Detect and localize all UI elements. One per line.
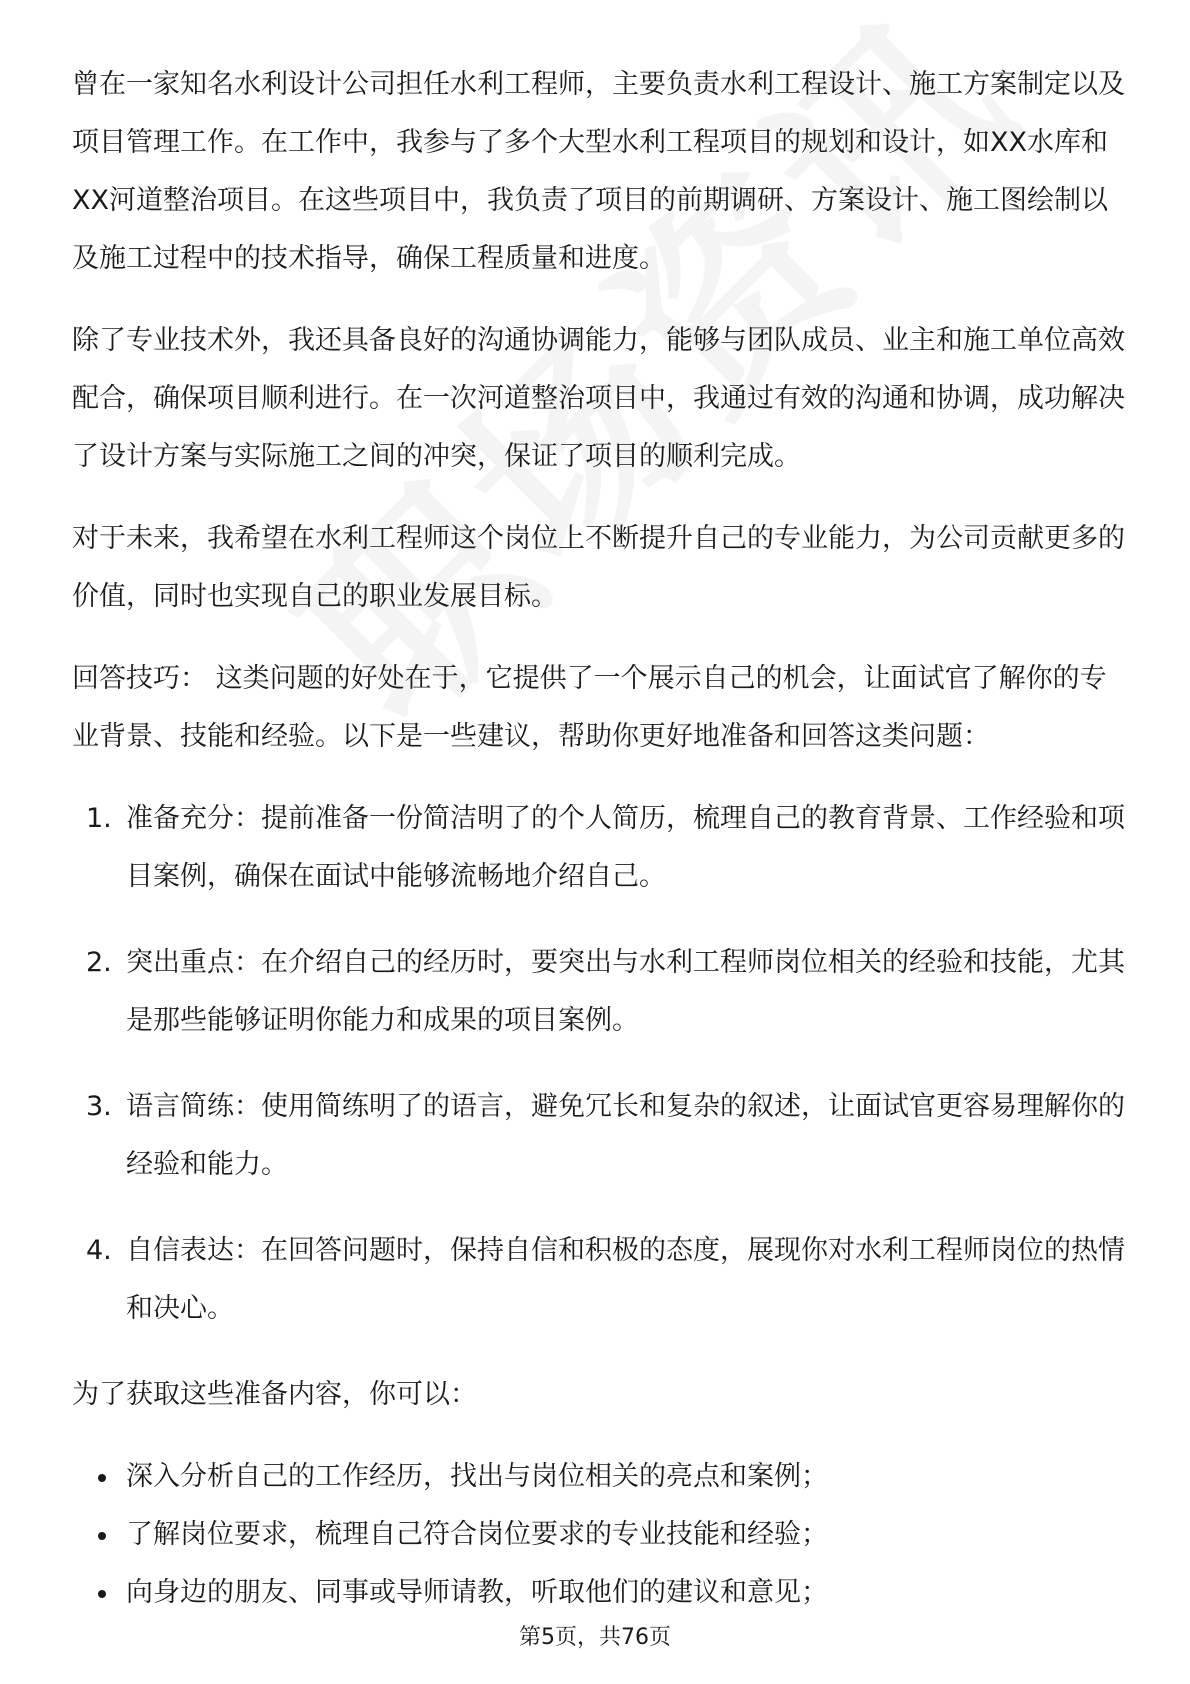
tips-item-number: 1. xyxy=(86,803,112,834)
paragraph-communication: 除了专业技术外，我还具备良好的沟通协调能力，能够与团队成员、业主和施工单位高效配合，确保项目顺利进行。在一次河道整治项目中，我通过有效的沟通和协调，成功解决了设计方案与实际施工之间的冲突，保证了项目的顺利完成。 xyxy=(72,325,1125,472)
tips-item-number: 2. xyxy=(86,947,112,978)
tips-list-item xyxy=(72,1078,1132,1194)
tips-item-text: 突出重点：在介绍自己的经历时，要突出与水利工程师岗位相关的经验和技能，尤其是那些能够证明你能力和成果的项目案例。 xyxy=(126,947,1125,1036)
tips-list-item xyxy=(72,790,1132,906)
tips-item-text: 语言简练：使用简练明了的语言，避免冗长和复杂的叙述，让面试官更容易理解你的经验和能力。 xyxy=(126,1091,1125,1180)
paragraph-preparation: 为了获取这些准备内容，你可以： xyxy=(72,1379,477,1410)
bullet-dot-icon xyxy=(98,1474,106,1482)
bullet-list xyxy=(72,1448,1132,1622)
tips-list xyxy=(72,790,1132,1338)
tips-item-number: 4. xyxy=(86,1235,112,1266)
bullet-item-text: 向身边的朋友、同事或导师请教，听取他们的建议和意见； xyxy=(126,1577,828,1608)
paragraph-answer-tips: 回答技巧： 这类问题的好处在于，它提供了一个展示自己的机会，让面试官了解你的专业背景、技能和经验。以下是一些建议，帮助你更好地准备和回答这类问题： xyxy=(72,663,1107,752)
bullet-item-text: 深入分析自己的工作经历，找出与岗位相关的亮点和案例； xyxy=(126,1461,828,1492)
tips-list-item xyxy=(72,1222,1132,1338)
bullet-list-item xyxy=(72,1448,1132,1506)
tips-item-number: 3. xyxy=(86,1091,112,1122)
paragraph-experience: 曾在一家知名水利设计公司担任水利工程师，主要负责水利工程设计、施工方案制定以及项目管理工作。在工作中，我参与了多个大型水利工程项目的规划和设计，如XX水库和XX河道整治项目。在这些项目中，我负责了项目的前期调研、方案设计、施工图绘制以及施工过程中的技术指导，确保工程质量和进度。 xyxy=(72,69,1125,274)
bullet-list-item xyxy=(72,1506,1132,1564)
tips-item-text: 自信表达：在回答问题时，保持自信和积极的态度，展现你对水利工程师岗位的热情和决心。 xyxy=(126,1235,1125,1324)
bullet-item-text: 了解岗位要求，梳理自己符合岗位要求的专业技能和经验； xyxy=(126,1519,828,1550)
page-number-footer: 第5页，共76页 xyxy=(519,1625,671,1650)
page-content xyxy=(72,56,1132,1622)
bullet-dot-icon xyxy=(98,1590,106,1598)
bullet-list-item xyxy=(72,1564,1132,1622)
paragraph-future: 对于未来，我希望在水利工程师这个岗位上不断提升自己的专业能力，为公司贡献更多的价值，同时也实现自己的职业发展目标。 xyxy=(72,523,1125,612)
tips-list-item xyxy=(72,934,1132,1050)
tips-item-text: 准备充分：提前准备一份简洁明了的个人简历，梳理自己的教育背景、工作经验和项目案例，确保在面试中能够流畅地介绍自己。 xyxy=(126,803,1125,892)
bullet-dot-icon xyxy=(98,1532,106,1540)
